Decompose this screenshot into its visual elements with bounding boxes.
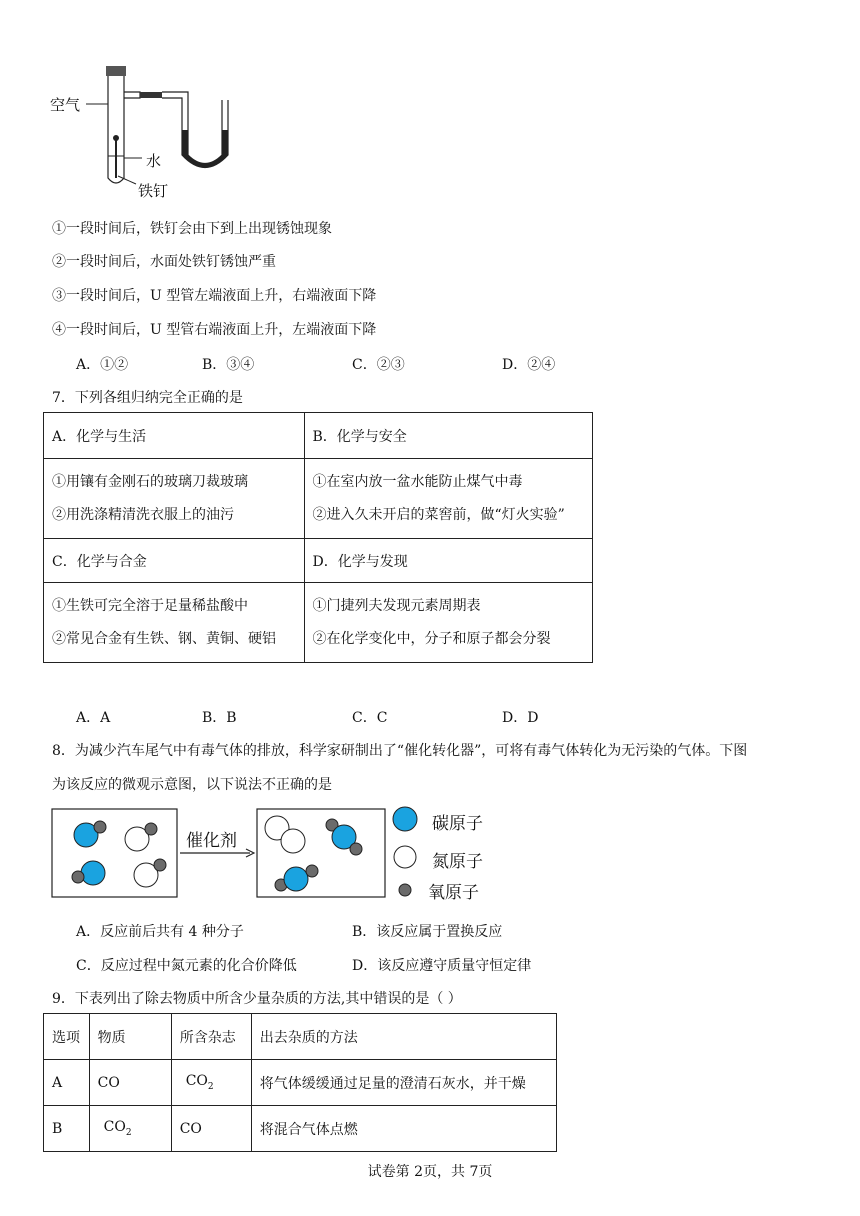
q6-option-b[interactable]: B．③④ xyxy=(202,357,255,373)
q7-c-item-2: ②常见合金有生铁、钢、黄铜、硬铝 xyxy=(52,630,276,647)
q8-question-line1: 8．为减少汽车尾气中有毒气体的排放，科学家研制出了“催化转化器”，可将有毒气体转化为无污染的气体。下图 xyxy=(52,743,748,759)
q9-question: 9．下表列出了除去物质中所含少量杂质的方法,其中错误的是（ ） xyxy=(52,991,462,1007)
q9-row-b-option: B xyxy=(44,1106,90,1152)
catalyst-label: 催化剂 xyxy=(186,831,237,851)
q6-statement-3: ③一段时间后，U 型管左端液面上升，右端液面下降 xyxy=(52,288,377,304)
u-tube xyxy=(162,92,228,168)
legend-oxygen-label: 氧原子 xyxy=(428,883,479,903)
legend-carbon-label: 碳原子 xyxy=(432,814,483,834)
q9-row-a-option: A xyxy=(44,1060,90,1106)
label-nail: 铁钉 xyxy=(138,182,169,200)
q7-d-item-2: ②在化学变化中，分子和原子都会分裂 xyxy=(312,630,551,647)
q6-statement-2: ②一段时间后，水面处铁钉锈蚀严重 xyxy=(52,254,276,270)
q9-row-a-impurity: $CO_2$ xyxy=(171,1060,251,1106)
q9-row-b-method: 将混合气体点燃 xyxy=(251,1106,556,1152)
q6-option-c[interactable]: C．②③ xyxy=(352,357,405,373)
legend-nitrogen-label: 氮原子 xyxy=(432,852,483,872)
q7-cell-b-content xyxy=(304,459,592,539)
q7-option-b[interactable]: B．B xyxy=(202,710,237,726)
q7-cell-a-content xyxy=(44,459,305,539)
legend-oxygen-swatch xyxy=(399,884,411,896)
q9-header-substance: 物质 xyxy=(89,1014,171,1060)
q9-row-b-substance: $CO_2$ xyxy=(89,1106,171,1152)
q9-header-method: 出去杂质的方法 xyxy=(251,1014,556,1060)
q6-statement-1: ①一段时间后，铁钉会由下到上出现锈蚀现象 xyxy=(52,221,332,237)
q7-d-item-1: ①门捷列夫发现元素周期表 xyxy=(312,597,481,614)
q7-a-item-2: ②用洗涤精清洗衣服上的油污 xyxy=(52,506,234,523)
stopper xyxy=(106,66,126,76)
q8-option-b[interactable]: B．该反应属于置换反应 xyxy=(352,924,503,940)
table-row xyxy=(44,1106,557,1152)
q7-cell-d-content xyxy=(304,583,592,663)
q6-option-d[interactable]: D．②④ xyxy=(502,357,556,373)
q7-b-item-1: ①在室内放一盆水能防止煤气中毒 xyxy=(312,473,523,490)
q9-row-b-impurity: CO xyxy=(171,1106,251,1152)
q7-cell-c-content xyxy=(44,583,305,663)
legend-carbon-swatch xyxy=(393,807,417,831)
page-footer: 试卷第 2页，共 7页 xyxy=(367,1164,493,1180)
rusting-apparatus-figure xyxy=(50,60,250,200)
legend-nitrogen-swatch xyxy=(394,846,416,868)
label-air: 空气 xyxy=(50,96,81,114)
q8-question-line2: 为该反应的微观示意图，以下说法不正确的是 xyxy=(52,777,332,793)
q6-option-a[interactable]: A．①② xyxy=(76,357,129,373)
q7-cell-d-title: D．化学与发现 xyxy=(304,539,592,583)
q7-option-d[interactable]: D．D xyxy=(502,710,539,726)
q8-option-c[interactable]: C．反应过程中氮元素的化合价降低 xyxy=(76,958,297,974)
q6-statement-4: ④一段时间后，U 型管右端液面上升，左端液面下降 xyxy=(52,322,377,338)
q7-cell-a-title: A．化学与生活 xyxy=(44,413,305,459)
q7-a-item-1: ①用镶有金刚石的玻璃刀裁玻璃 xyxy=(52,473,248,490)
rubber-tube xyxy=(140,92,162,98)
q7-b-item-2: ②进入久未开启的菜窖前，做“灯火实验” xyxy=(312,506,565,523)
q9-row-a-method: 将气体缓缓通过足量的澄清石灰水，并干燥 xyxy=(251,1060,556,1106)
q7-c-item-1: ①生铁可完全溶于足量稀盐酸中 xyxy=(52,597,248,614)
q8-option-d[interactable]: D．该反应遵守质量守恒定律 xyxy=(352,958,532,974)
q7-cell-b-title: B．化学与安全 xyxy=(304,413,592,459)
side-arm xyxy=(124,92,140,98)
q7-option-a[interactable]: A．A xyxy=(76,710,111,726)
q9-header-option: 选项 xyxy=(44,1014,90,1060)
q7-table xyxy=(43,412,593,663)
q9-table xyxy=(43,1013,557,1152)
q7-cell-c-title: C．化学与合金 xyxy=(44,539,305,583)
q7-question: 7．下列各组归纳完全正确的是 xyxy=(52,390,243,406)
q8-option-a[interactable]: A．反应前后共有 4 种分子 xyxy=(76,924,244,940)
q7-option-c[interactable]: C．C xyxy=(352,710,388,726)
q9-row-a-substance: CO xyxy=(89,1060,171,1106)
table-row xyxy=(44,1060,557,1106)
q9-header-impurity: 所含杂志 xyxy=(171,1014,251,1060)
label-water: 水 xyxy=(146,152,162,170)
reactants-box xyxy=(52,809,177,897)
